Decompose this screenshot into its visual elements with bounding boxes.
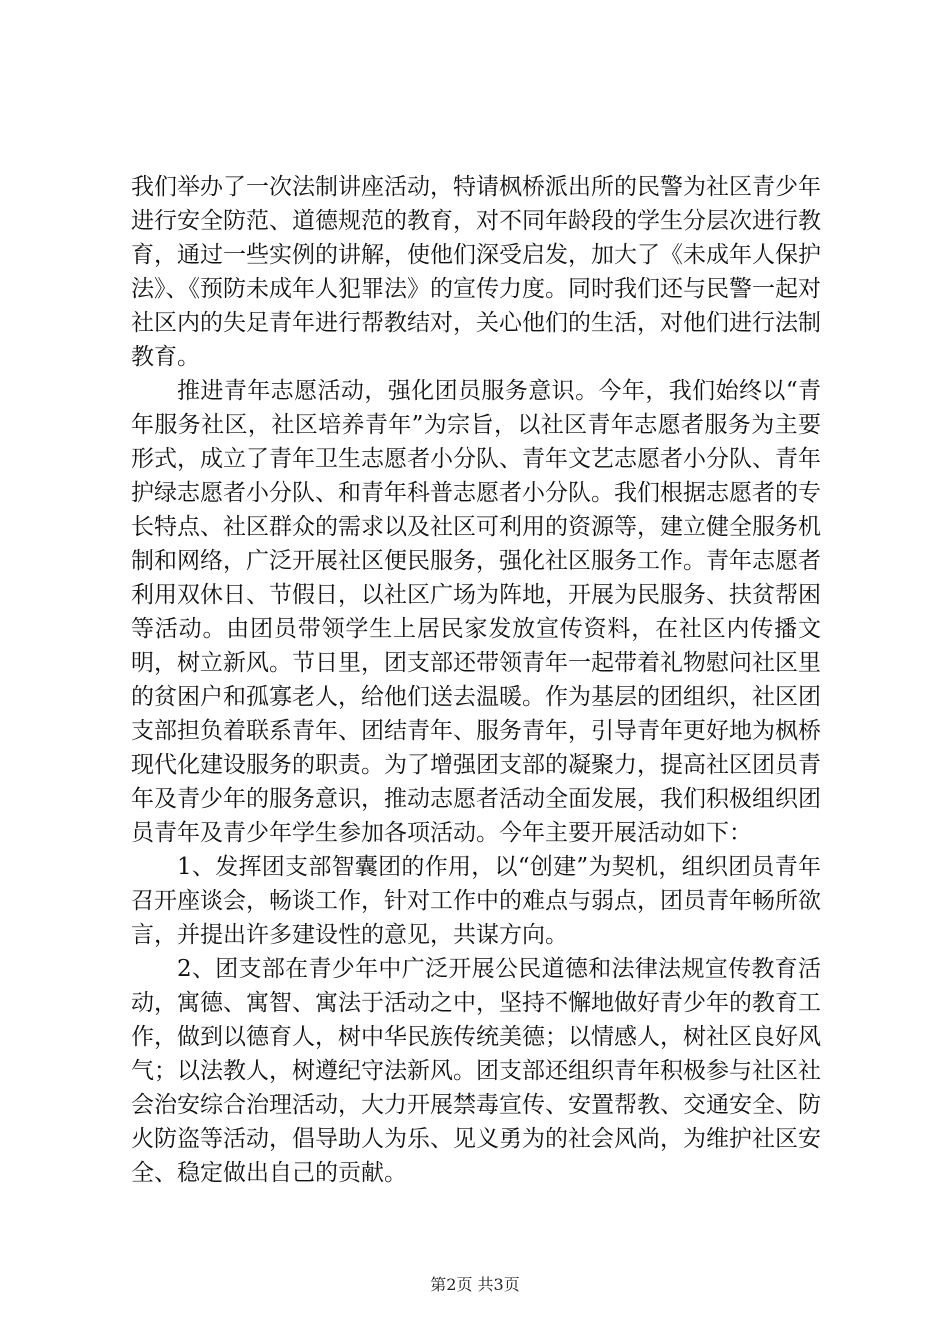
page-number-footer: 第2页 共3页 bbox=[430, 1275, 520, 1294]
paragraph-legal-lecture: 我们举办了一次法制讲座活动，特请枫桥派出所的民警为社区青少年进行安全防范、道德规范的教育，对不同年龄段的学生分层次进行教育，通过一些实例的讲解，使他们深受启发，加大了《未成年人保护法》、《预防未成年人犯罪法》的宣传力度。同时我们还与民警一起对社区内的失足青年进行帮教结对，关心他们的生活，对他们进行法制教育。 bbox=[131, 174, 821, 370]
paragraph-item-1: 1、发挥团支部智囊团的作用，以“创建”为契机，组织团员青年召开座谈会，畅谈工作，针对工作中的难点与弱点，团员青年畅所欲言，并提出许多建设性的意见，共谋方向。 bbox=[131, 854, 821, 948]
paragraph-item-2: 2、团支部在青少年中广泛开展公民道德和法律法规宣传教育活动，寓德、寓智、寓法于活动之中，坚持不懈地做好青少年的教育工作，做到以德育人，树中华民族传统美德；以情感人，树社区良好风气；以法教人，树遵纪守法新风。团支部还组织青年积极参与社区社会治安综合治理活动，大力开展禁毒宣传、安置帮教、交通安全、防火防盗等活动，倡导助人为乐、见义勇为的社会风尚，为维护社区安全、稳定做出自己的贡献。 bbox=[131, 956, 821, 1186]
paragraph-volunteer-activities: 推进青年志愿活动，强化团员服务意识。今年，我们始终以“青年服务社区，社区培养青年”为宗旨，以社区青年志愿者服务为主要形式，成立了青年卫生志愿者小分队、青年文艺志愿者小分队、青年护绿志愿者小分队、和青年科普志愿者小分队。我们根据志愿者的专长特点、社区群众的需求以及社区可利用的资源等，建立健全服务机制和网络，广泛开展社区便民服务，强化社区服务工作。青年志愿者利用双休日、节假日，以社区广场为阵地，开展为民服务、扶贫帮困等活动。由团员带领学生上居民家发放宣传资料，在社区内传播文明，树立新风。节日里，团支部还带领青年一起带着礼物慰问社区里的贫困户和孤寡老人，给他们送去温暖。作为基层的团组织，社区团支部担负着联系青年、团结青年、服务青年，引导青年更好地为枫桥现代化建设服务的职责。为了增强团支部的凝聚力，提高社区团员青年及青少年的服务意识，推动志愿者活动全面发展，我们积极组织团员青年及青少年学生参加各项活动。今年主要开展活动如下： bbox=[131, 378, 821, 846]
document-body bbox=[131, 170, 821, 1190]
